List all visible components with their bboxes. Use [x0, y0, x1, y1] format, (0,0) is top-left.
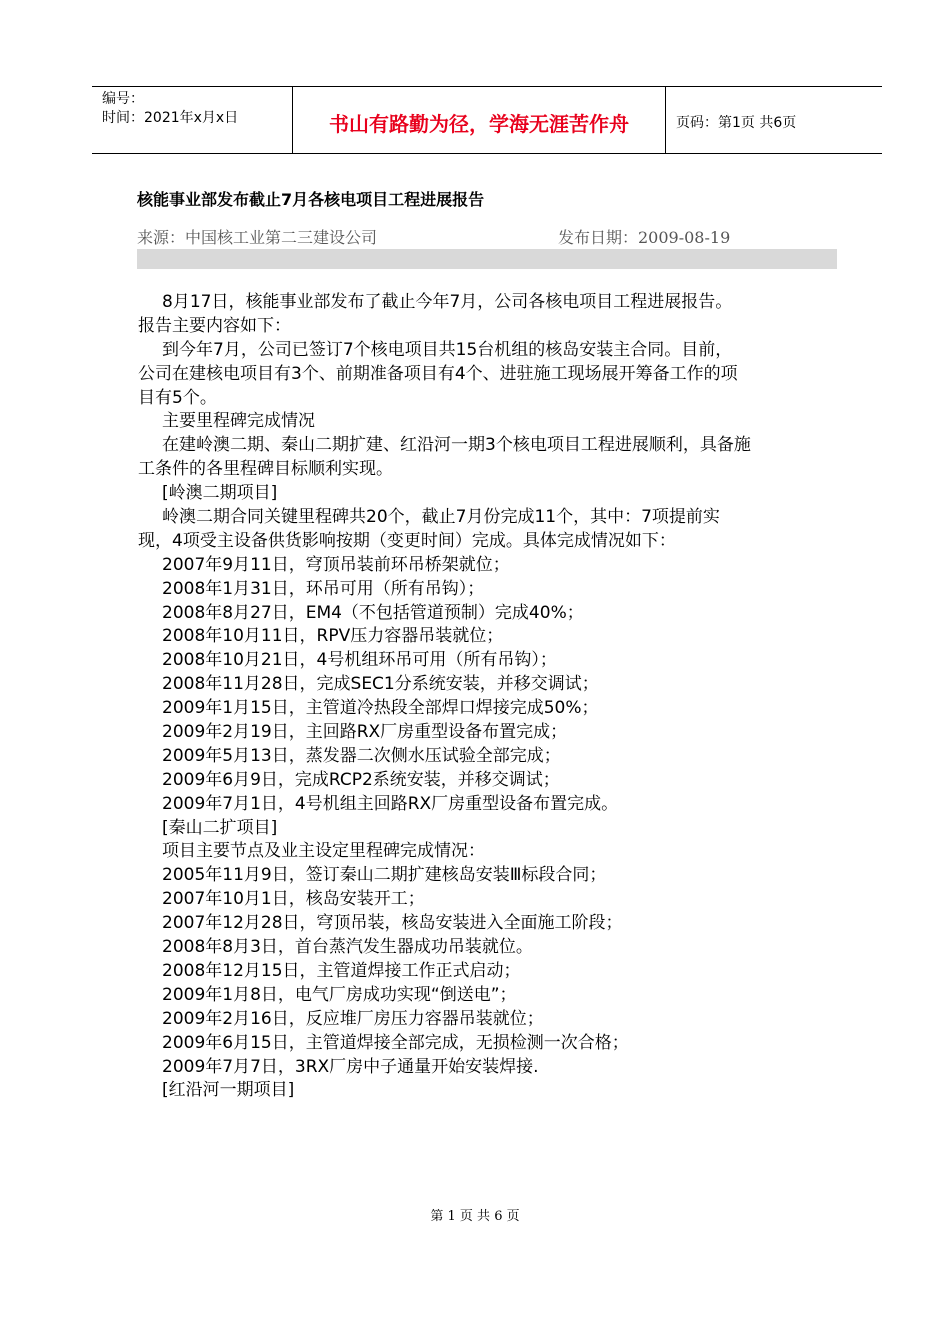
body-line: 主要里程碑完成情况	[162, 411, 315, 432]
article-source: 来源：中国核工业第二三建设公司	[137, 228, 378, 247]
body-line: [岭澳二期项目]	[162, 483, 278, 504]
document-number-label: 编号：	[102, 91, 144, 107]
body-line: 2005年11月9日，签订秦山二期扩建核岛安装Ⅲ标段合同；	[162, 865, 607, 886]
body-line: 2007年12月28日，穹顶吊装，核岛安装进入全面施工阶段；	[162, 913, 623, 934]
body-line: 2008年12月15日，主管道焊接工作正式启动；	[162, 960, 521, 981]
body-line: 在建岭澳二期、秦山二期扩建、红沿河一期3个核电项目工程进展顺利，具备施	[162, 435, 751, 456]
body-line: 2007年9月11日，穹顶吊装前环吊桥架就位；	[162, 554, 510, 575]
separator-bar	[137, 249, 837, 269]
body-line: 2008年8月3日，首台蒸汽发生器成功吊装就位。	[162, 937, 533, 958]
body-line: 现，4项受主设备供货影响按期（变更时间）完成。具体完成情况如下：	[138, 530, 676, 551]
body-line: 2008年10月11日，RPV压力容器吊装就位；	[162, 626, 504, 647]
article-publish-date: 发布日期：2009-08-19	[558, 228, 731, 247]
article-body	[138, 291, 838, 1103]
header-motto-cell	[293, 87, 666, 153]
body-line: 报告主要内容如下：	[138, 315, 291, 336]
page-footer: 第 1 页 共 6 页	[430, 1209, 520, 1224]
body-line: 2009年7月1日，4号机组主回路RX厂房重型设备布置完成。	[162, 793, 619, 814]
document-time-label: 时间：2021年x月x日	[102, 110, 239, 126]
body-line: 2008年10月21日，4号机组环吊可用（所有吊钩）；	[162, 650, 557, 671]
article-title: 核能事业部发布截止7月各核电项目工程进展报告	[137, 190, 485, 209]
document-header	[92, 86, 882, 154]
body-line: 目有5个。	[138, 387, 217, 408]
body-line: 2009年6月9日，完成RCP2系统安装，并移交调试；	[162, 769, 560, 790]
header-page-label: 页码：第1页 共6页	[676, 115, 797, 131]
header-motto: 书山有路勤为径，学海无涯苦作舟	[329, 111, 629, 136]
body-line: 2009年1月8日，电气厂房成功实现“倒送电”；	[162, 984, 517, 1005]
body-line: 2008年8月27日，EM4（不包括管道预制）完成40%；	[162, 602, 584, 623]
body-line: 2009年5月13日，蒸发器二次侧水压试验全部完成；	[162, 745, 561, 766]
header-page-cell	[666, 87, 882, 153]
body-line: 8月17日，核能事业部发布了截止今年7月，公司各核电项目工程进展报告。	[162, 292, 733, 312]
body-line: 公司在建核电项目有3个、前期准备项目有4个、进驻施工现场展开筹备工作的项	[138, 363, 738, 384]
body-line: 到今年7月，公司已签订7个核电项目共15台机组的核岛安装主合同。目前，	[162, 339, 733, 360]
body-line: 项目主要节点及业主设定里程碑完成情况：	[162, 841, 485, 862]
body-line: 2009年2月19日，主回路RX厂房重型设备布置完成；	[162, 722, 568, 743]
body-line: 2009年2月16日，反应堆厂房压力容器吊装就位；	[162, 1008, 544, 1029]
body-line: 2009年1月15日，主管道冷热段全部焊口焊接完成50%；	[162, 698, 599, 719]
body-line: 岭澳二期合同关键里程碑共20个，截止7月份完成11个，其中：7项提前实	[162, 507, 720, 528]
body-line: 2007年10月1日，核岛安装开工；	[162, 889, 425, 910]
body-line: 2008年1月31日，环吊可用（所有吊钩）；	[162, 578, 485, 599]
body-line: 工条件的各里程碑目标顺利实现。	[138, 459, 393, 480]
body-line: [秦山二扩项目]	[162, 817, 278, 838]
body-line: [红沿河一期项目]	[162, 1080, 295, 1101]
header-left-cell	[92, 87, 293, 153]
body-line: 2009年7月7日，3RX厂房中子通量开始安装焊接.	[162, 1056, 539, 1077]
body-line: 2008年11月28日，完成SEC1分系统安装，并移交调试；	[162, 674, 599, 695]
body-line: 2009年6月15日，主管道焊接全部完成，无损检测一次合格；	[162, 1032, 629, 1053]
